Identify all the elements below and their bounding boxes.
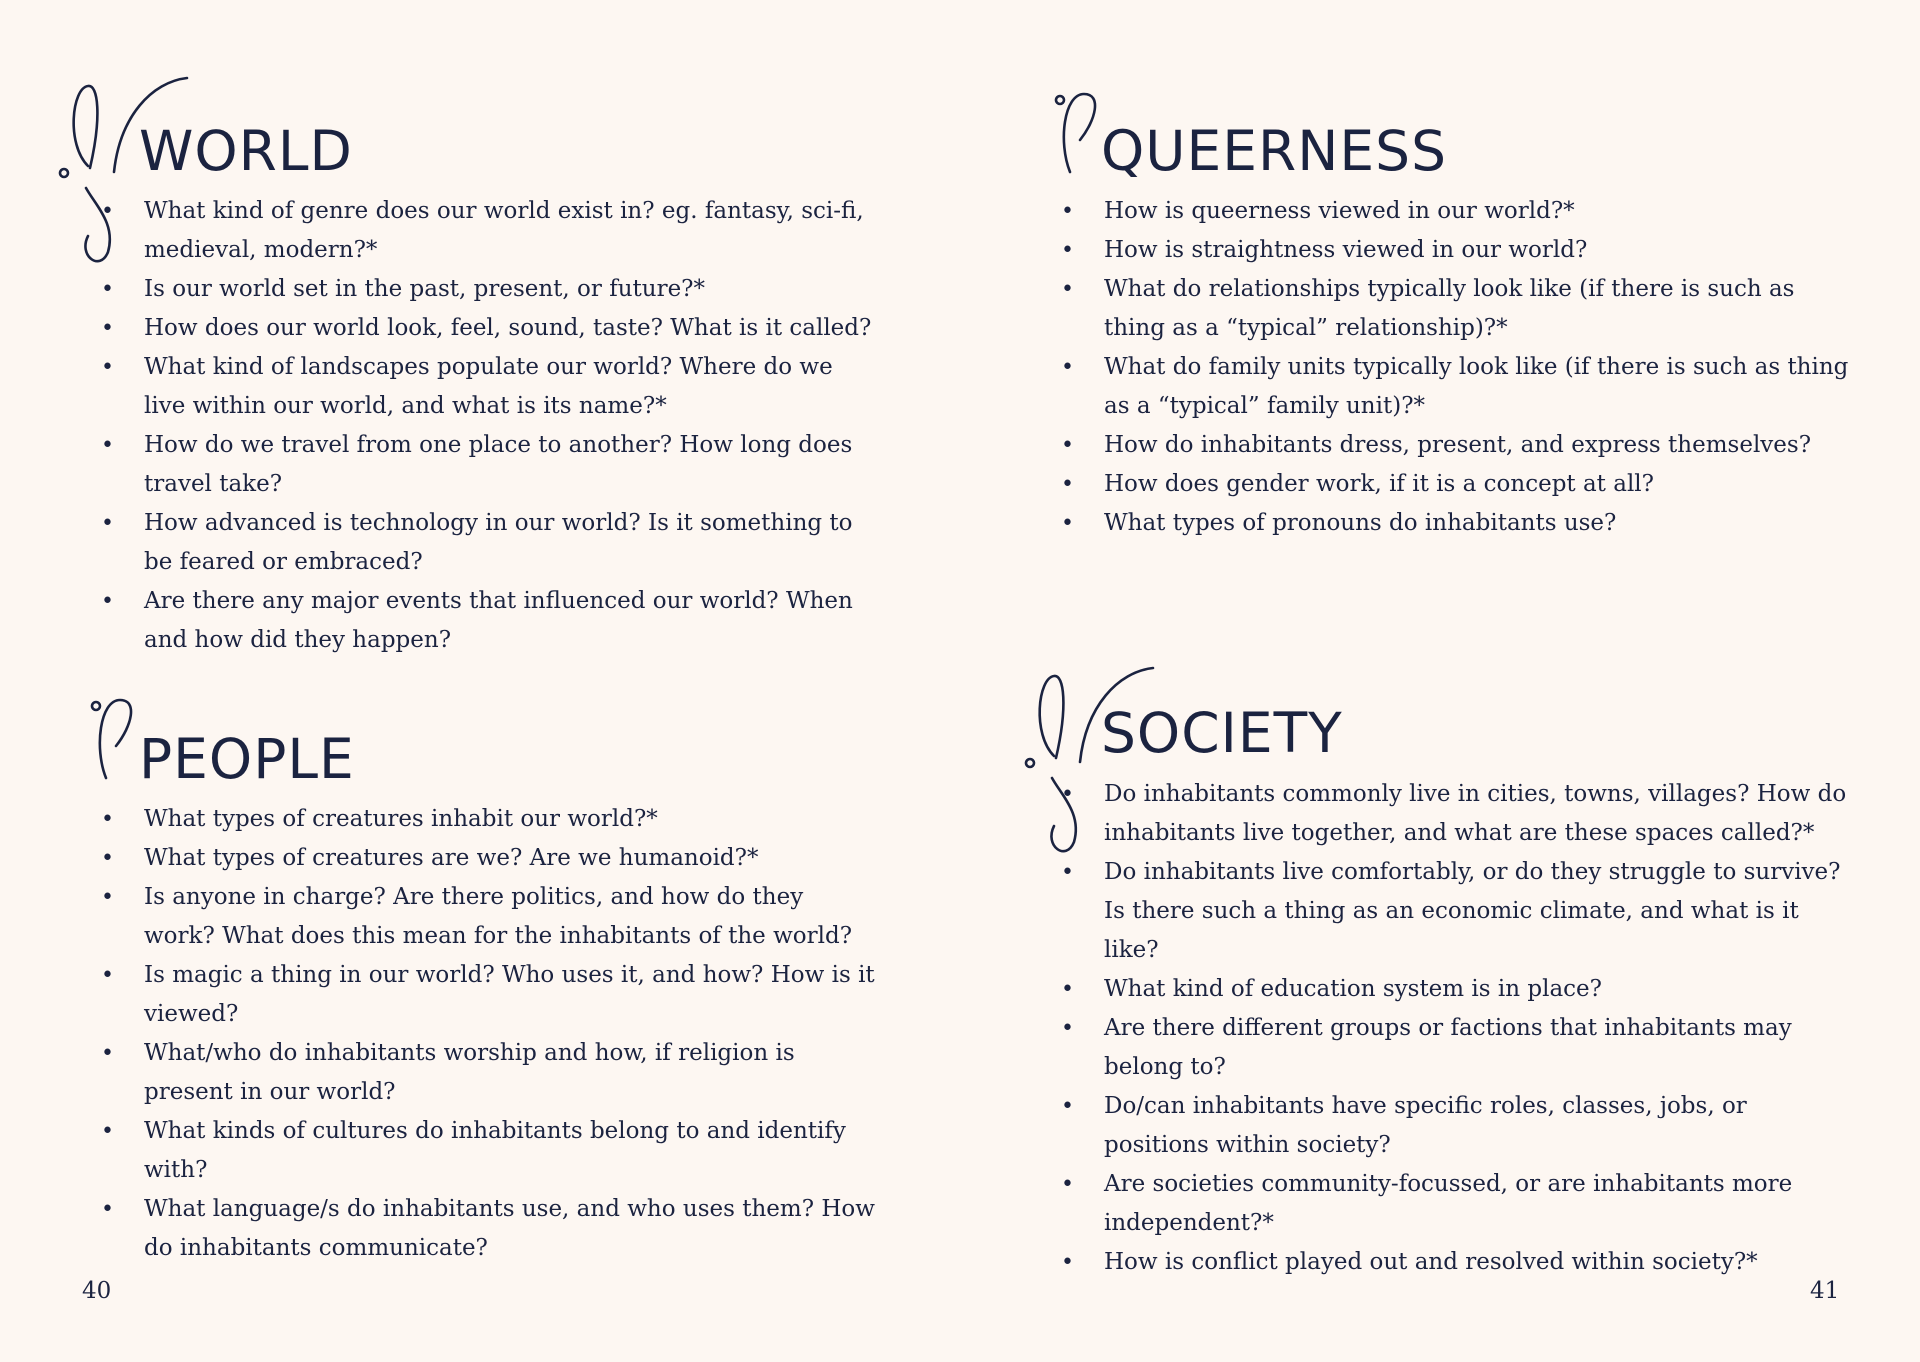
list-item: • What kinds of cultures do inhabitants belong to and identify with? xyxy=(101,1112,881,1190)
world-title: WORLD xyxy=(139,119,353,183)
list-item: • Is magic a thing in our world? Who uses it, and how? How is it viewed? xyxy=(101,956,881,1034)
list-item: • What types of pronouns do inhabitants use? xyxy=(1061,504,1851,543)
list-item: • Are there any major events that influenced our world? When and how did they happen? xyxy=(101,582,881,660)
world-question-list xyxy=(101,192,881,660)
people-question-list xyxy=(101,800,881,1268)
list-item: • Is anyone in charge? Are there politics, and how do they work? What does this mean for the inhabitants of the world? xyxy=(101,878,881,956)
list-item: • How is queerness viewed in our world?* xyxy=(1061,192,1851,231)
society-question-list xyxy=(1061,775,1851,1282)
list-item: • What do relationships typically look like (if there is such as thing as a “typical” relationship)?* xyxy=(1061,270,1851,348)
list-item: • What kind of education system is in place? xyxy=(1061,970,1851,1009)
list-item: • How is straightness viewed in our world? xyxy=(1061,231,1851,270)
list-item: • How does our world look, feel, sound, taste? What is it called? xyxy=(101,309,881,348)
list-item: • How do inhabitants dress, present, and express themselves? xyxy=(1061,426,1851,465)
society-title: SOCIETY xyxy=(1101,701,1343,765)
list-item: • How does gender work, if it is a concept at all? xyxy=(1061,465,1851,504)
list-item: • What kind of landscapes populate our world? Where do we live within our world, and what is its name?* xyxy=(101,348,881,426)
list-item: • What kind of genre does our world exist in? eg. fantasy, sci-fi, medieval, modern?* xyxy=(101,192,881,270)
right-page-number: 41 xyxy=(1810,1278,1840,1304)
list-item: • What types of creatures are we? Are we humanoid?* xyxy=(101,839,881,878)
list-item: • Are societies community-focussed, or are inhabitants more independent?* xyxy=(1061,1165,1851,1243)
list-item: • Is our world set in the past, present, or future?* xyxy=(101,270,881,309)
list-item: • Are there different groups or factions that inhabitants may belong to? xyxy=(1061,1009,1851,1087)
list-item: • What language/s do inhabitants use, and who uses them? How do inhabitants communicate? xyxy=(101,1190,881,1268)
list-item: • What/who do inhabitants worship and how, if religion is present in our world? xyxy=(101,1034,881,1112)
queerness-title: QUEERNESS xyxy=(1101,119,1447,183)
list-item: • Do inhabitants live comfortably, or do they struggle to survive? Is there such a thing as an economic climate, and what is it like? xyxy=(1061,853,1851,970)
left-page-number: 40 xyxy=(82,1278,112,1304)
list-item: • Do/can inhabitants have specific roles, classes, jobs, or positions within society? xyxy=(1061,1087,1851,1165)
list-item: • How advanced is technology in our world? Is it something to be feared or embraced? xyxy=(101,504,881,582)
list-item: • Do inhabitants commonly live in cities, towns, villages? How do inhabitants live together, and what are these spaces called?* xyxy=(1061,775,1851,853)
list-item: • What do family units typically look like (if there is such as thing as a “typical” family unit)?* xyxy=(1061,348,1851,426)
list-item: • How do we travel from one place to another? How long does travel take? xyxy=(101,426,881,504)
people-title: PEOPLE xyxy=(139,727,355,791)
list-item: • What types of creatures inhabit our world?* xyxy=(101,800,881,839)
list-item: • How is conflict played out and resolved within society?* xyxy=(1061,1243,1851,1282)
queerness-question-list xyxy=(1061,192,1851,543)
